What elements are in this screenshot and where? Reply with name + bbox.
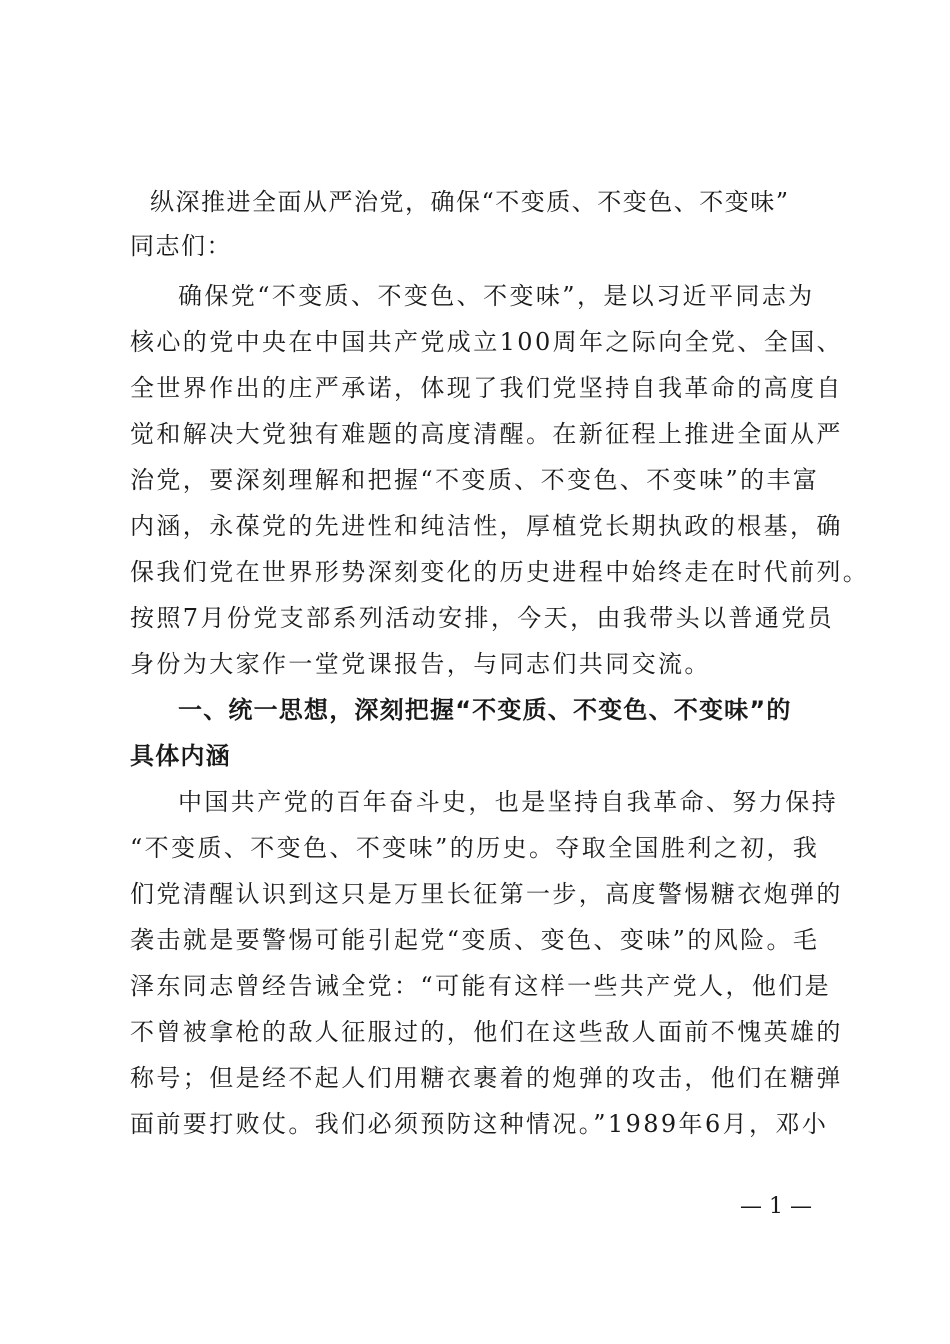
paragraph-2-line-1: 中国共产党的百年奋斗史，也是坚持自我革命、努力保持 [178, 788, 838, 816]
paragraph-1-line-9: 身份为大家作一堂党课报告，与同志们共同交流。 [130, 650, 711, 678]
paragraph-1-line-3: 全世界作出的庄严承诺，体现了我们党坚持自我革命的高度自 [130, 374, 843, 402]
paragraph-1-line-2: 核心的党中央在中国共产党成立100周年之际向全党、全国、 [130, 328, 844, 356]
paragraph-1-line-1: 确保党“不变质、不变色、不变味”，是以习近平同志为 [178, 282, 815, 310]
section-heading-1-line-1: 一、统一思想，深刻把握“不变质、不变色、不变味”的 [178, 696, 792, 724]
paragraph-1-line-7: 保我们党在世界形势深刻变化的历史进程中始终走在时代前列。 [130, 558, 870, 586]
paragraph-2-line-2: “不变质、不变色、不变味”的历史。夺取全国胜利之初，我 [130, 834, 820, 862]
paragraph-1-line-5: 治党，要深刻理解和把握“不变质、不变色、不变味”的丰富 [130, 466, 820, 494]
document-title: 纵深推进全面从严治党，确保“不变质、不变色、不变味” [150, 188, 790, 216]
paragraph-2-line-3: 们党清醒认识到这只是万里长征第一步，高度警惕糖衣炮弹的 [130, 880, 843, 908]
page-number: — 1 — [740, 1194, 812, 1219]
paragraph-2-line-5: 泽东同志曾经告诫全党：“可能有这样一些共产党人，他们是 [130, 972, 832, 1000]
paragraph-2-line-8: 面前要打败仗。我们必须预防这种情况。”1989年6月，邓小 [130, 1110, 829, 1138]
paragraph-1-line-8: 按照7月份党支部系列活动安排，今天，由我带头以普通党员 [130, 604, 835, 632]
paragraph-2-line-6: 不曾被拿枪的敌人征服过的，他们在这些敌人面前不愧英雄的 [130, 1018, 843, 1046]
paragraph-2-line-7: 称号；但是经不起人们用糖衣裹着的炮弹的攻击，他们在糖弹 [130, 1064, 843, 1092]
salutation: 同志们： [130, 232, 232, 260]
paragraph-2-line-4: 袭击就是要警惕可能引起党“变质、变色、变味”的风险。毛 [130, 926, 820, 954]
section-heading-1-line-2: 具体内涵 [130, 742, 231, 770]
paragraph-1-line-4: 觉和解决大党独有难题的高度清醒。在新征程上推进全面从严 [130, 420, 843, 448]
paragraph-1-line-6: 内涵，永葆党的先进性和纯洁性，厚植党长期执政的根基，确 [130, 512, 843, 540]
